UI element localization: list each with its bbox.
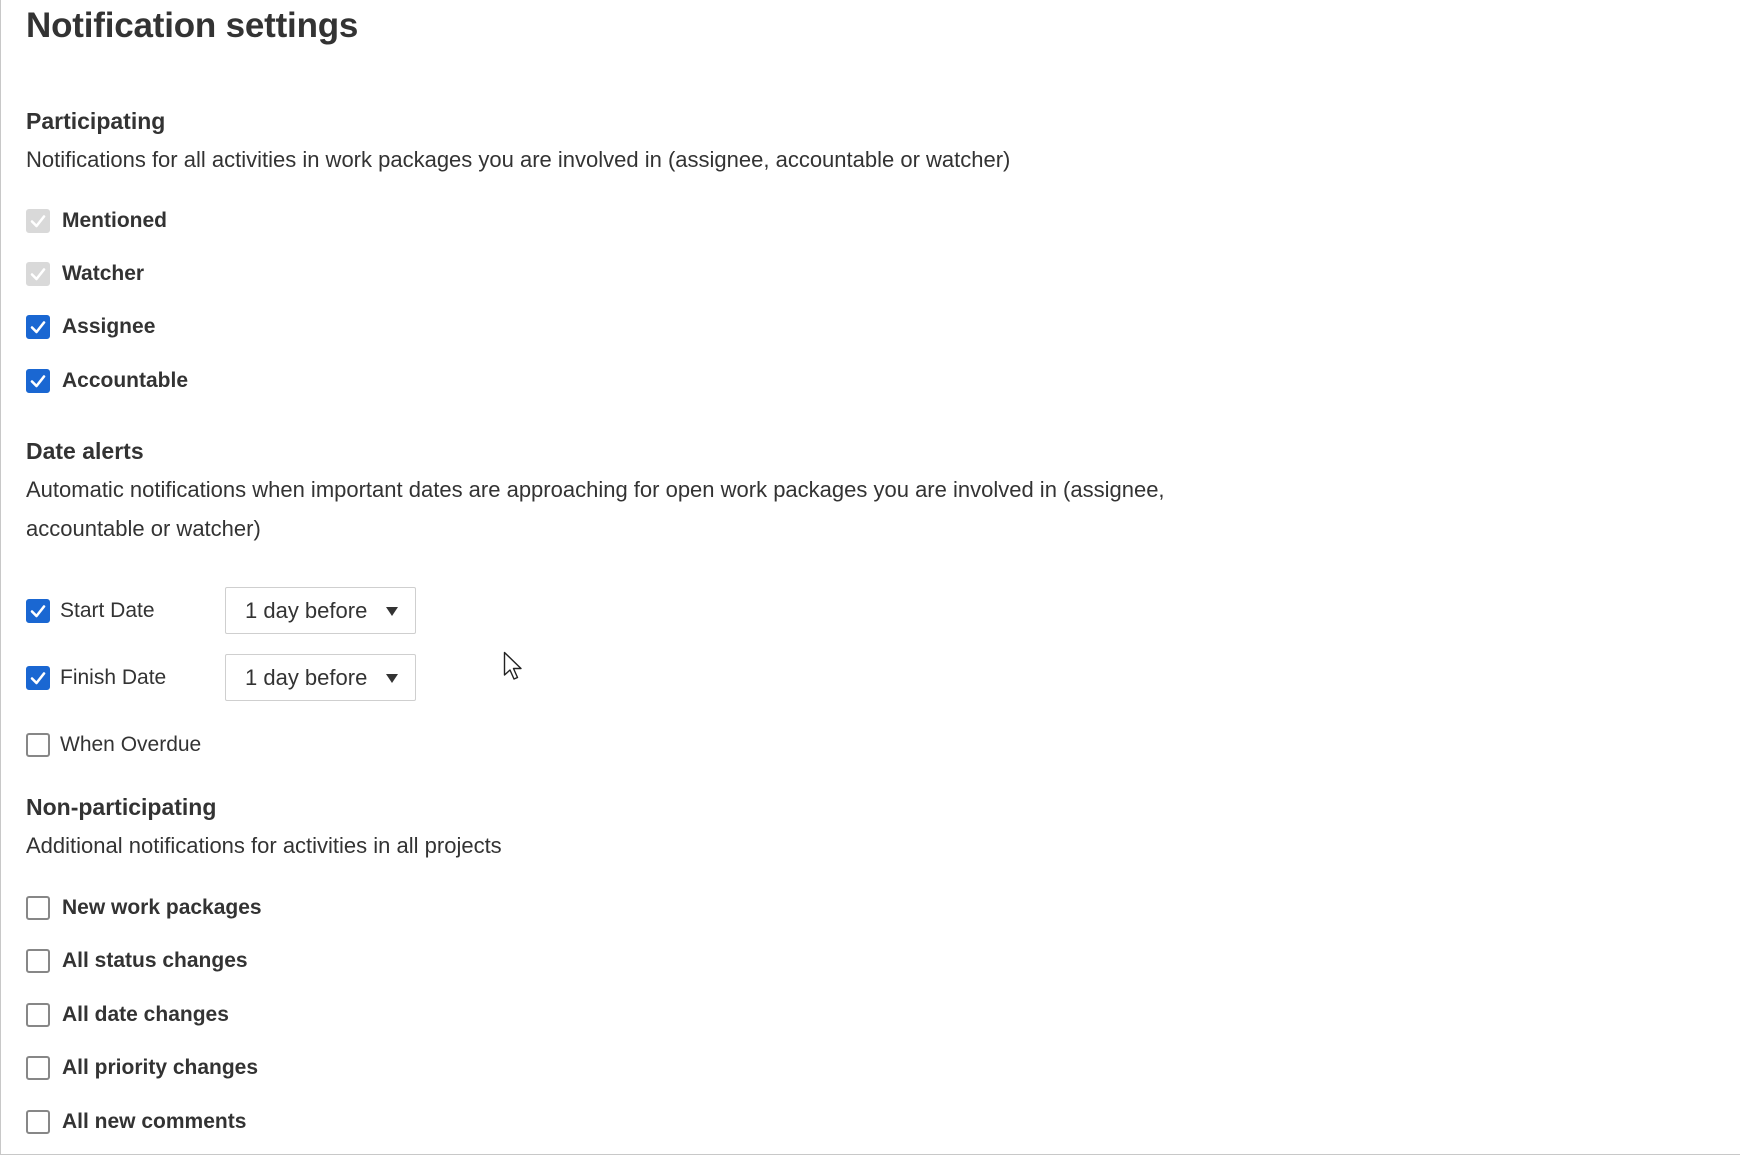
checkbox-assignee-box[interactable] <box>26 315 50 339</box>
checkbox-new-work-packages-label: New work packages <box>62 896 262 919</box>
checkbox-accountable[interactable] <box>26 367 188 395</box>
checkbox-accountable-box[interactable] <box>26 369 50 393</box>
start-date-select[interactable] <box>225 587 416 634</box>
date-alerts-description: Automatic notifications when important dates are approaching for open work packages you are involved in (assignee, accountable or watcher) <box>26 477 1165 541</box>
date-alerts-heading: Date alerts <box>26 438 144 464</box>
check-icon <box>29 318 47 336</box>
checkbox-all-new-comments-label: All new comments <box>62 1110 247 1133</box>
participating-description: Notifications for all activities in work packages you are involved in (assignee, accountable or watcher) <box>26 147 1011 172</box>
checkbox-finish-date-box[interactable] <box>26 666 50 690</box>
checkbox-start-date-label: Start Date <box>60 599 155 622</box>
check-icon <box>29 602 47 620</box>
chevron-down-icon <box>386 607 398 616</box>
checkbox-mentioned[interactable] <box>26 207 167 235</box>
non-participating-description: Additional notifications for activities in all projects <box>26 833 502 858</box>
checkbox-all-priority-changes[interactable] <box>26 1054 258 1082</box>
checkbox-all-new-comments[interactable] <box>26 1108 246 1136</box>
check-icon <box>29 669 47 687</box>
mouse-cursor-icon <box>503 651 525 681</box>
checkbox-when-overdue-box[interactable] <box>26 733 50 757</box>
checkbox-start-date-box[interactable] <box>26 599 50 623</box>
checkbox-all-status-changes-box[interactable] <box>26 949 50 973</box>
checkbox-watcher-label: Watcher <box>62 262 145 285</box>
checkbox-mentioned-label: Mentioned <box>62 209 167 232</box>
finish-date-select-value: 1 day before <box>245 664 368 690</box>
non-participating-heading: Non-participating <box>26 794 217 820</box>
checkbox-watcher[interactable] <box>26 260 144 288</box>
checkbox-finish-date-label: Finish Date <box>60 666 167 689</box>
checkbox-finish-date[interactable] <box>26 664 166 692</box>
checkbox-all-date-changes[interactable] <box>26 1001 229 1029</box>
start-date-select-value: 1 day before <box>245 597 368 623</box>
page-title: Notification settings <box>26 6 359 45</box>
checkbox-assignee-label: Assignee <box>62 315 156 338</box>
checkbox-when-overdue-label: When Overdue <box>60 733 202 756</box>
checkbox-all-date-changes-box[interactable] <box>26 1003 50 1027</box>
checkbox-all-status-changes-label: All status changes <box>62 949 248 972</box>
checkbox-new-work-packages-box[interactable] <box>26 896 50 920</box>
checkbox-all-date-changes-label: All date changes <box>62 1003 229 1026</box>
participating-heading: Participating <box>26 108 166 134</box>
check-icon <box>29 372 47 390</box>
checkbox-all-new-comments-box[interactable] <box>26 1110 50 1134</box>
checkbox-new-work-packages[interactable] <box>26 894 262 922</box>
checkbox-when-overdue[interactable] <box>26 731 201 759</box>
checkbox-start-date[interactable] <box>26 597 155 625</box>
chevron-down-icon <box>386 674 398 683</box>
checkbox-all-priority-changes-label: All priority changes <box>62 1056 259 1079</box>
finish-date-select[interactable] <box>225 654 416 701</box>
checkbox-all-status-changes[interactable] <box>26 947 248 975</box>
checkbox-all-priority-changes-box[interactable] <box>26 1056 50 1080</box>
check-icon <box>29 212 47 230</box>
checkbox-accountable-label: Accountable <box>62 369 189 392</box>
checkbox-watcher-box[interactable] <box>26 262 50 286</box>
check-icon <box>29 265 47 283</box>
checkbox-mentioned-box[interactable] <box>26 209 50 233</box>
checkbox-assignee[interactable] <box>26 313 155 341</box>
